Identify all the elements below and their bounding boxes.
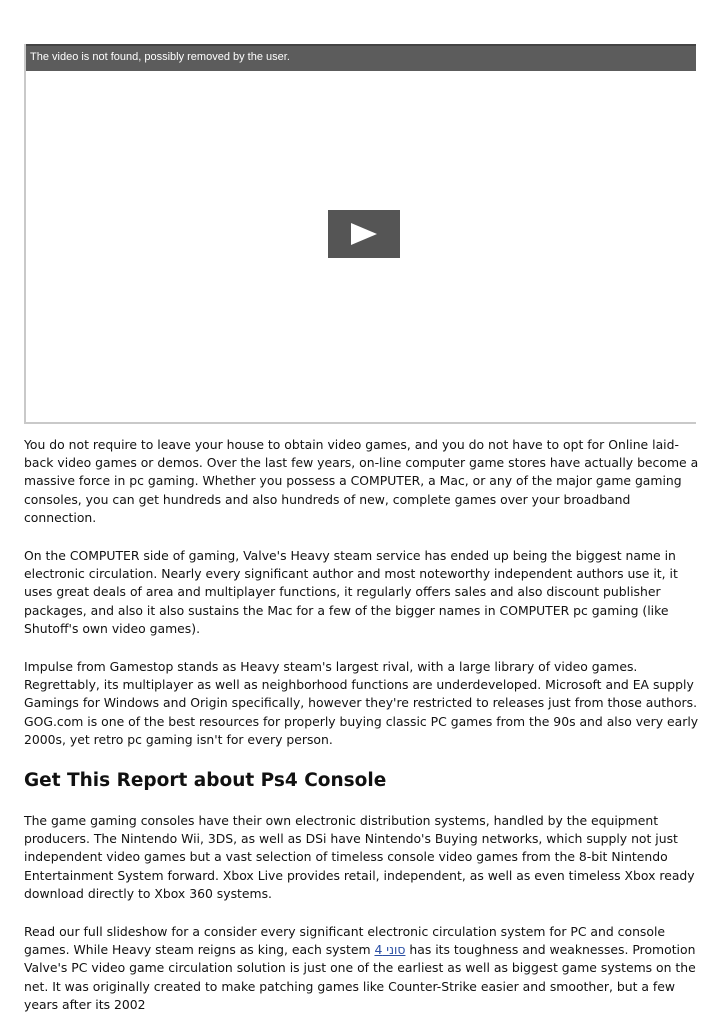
paragraph: The game gaming consoles have their own electronic distribution systems, handled by the equipment producers. The Nintendo Wii, 3DS, as well as DSi have Nintendo's Buying networks, which supply not just independent video games but a vast selection of timeless console video games from the 8-bit Nintendo Entertainment System forward. Xbox Live provides retail, independent, as well as even timeless Xbox ready download directly to Xbox 360 systems. <box>24 813 695 901</box>
video-player[interactable] <box>24 44 696 424</box>
video-error-message: The video is not found, possibly removed by the user. <box>30 51 290 63</box>
video-error-bar <box>26 44 696 71</box>
paragraph: On the COMPUTER side of gaming, Valve's Heavy steam service has ended up being the biggest name in electronic circulation. Nearly every significant author and most noteworthy independent authors use it, it uses great deals of area and multiplayer functions, it regularly offers sales and also discount publisher packages, and also it also sustains the Mac for a few of the bigger names in COMPUTER pc gaming (like Shutoff's own video games). <box>24 548 678 636</box>
inline-link[interactable]: סוני 4 <box>374 942 406 958</box>
paragraph <box>24 923 700 1014</box>
section-heading: Get This Report about Ps4 Console <box>24 770 387 792</box>
paragraph-text: Read our full slideshow for a consider every significant electronic circulation system for PC and console games. While Heavy steam reigns as king, each system <box>24 924 666 958</box>
paragraph: You do not require to leave your house to obtain video games, and you do not have to opt for Online laid-back video games or demos. Over the last few years, on-line computer game stores have actually become a massive force in pc gaming. Whether you possess a COMPUTER, a Mac, or any of the major game gaming consoles, you can get hundreds and also hundreds of new, complete games over your broadband connection. <box>24 437 699 525</box>
paragraph-text: has its toughness and weaknesses. Promotion Valve's PC video game circulation solution is just one of the earliest as well as biggest game systems on the net. It was originally created to make patching games like Counter-Strike easier and smoother, but a few years after its 2002 <box>24 942 696 1012</box>
article-body <box>24 436 700 1018</box>
paragraph: Impulse from Gamestop stands as Heavy steam's largest rival, with a large library of video games. Regrettably, its multiplayer as well as neighborhood functions are underdeveloped. Microsoft and EA supply Gamings for Windows and Origin specifically, however they're restricted to releases just from those authors. GOG.com is one of the best resources for properly buying classic PC games from the 90s and also very early 2000s, yet retro pc gaming isn't for every person. <box>24 659 699 747</box>
play-icon <box>351 223 377 245</box>
play-button[interactable] <box>328 210 400 258</box>
